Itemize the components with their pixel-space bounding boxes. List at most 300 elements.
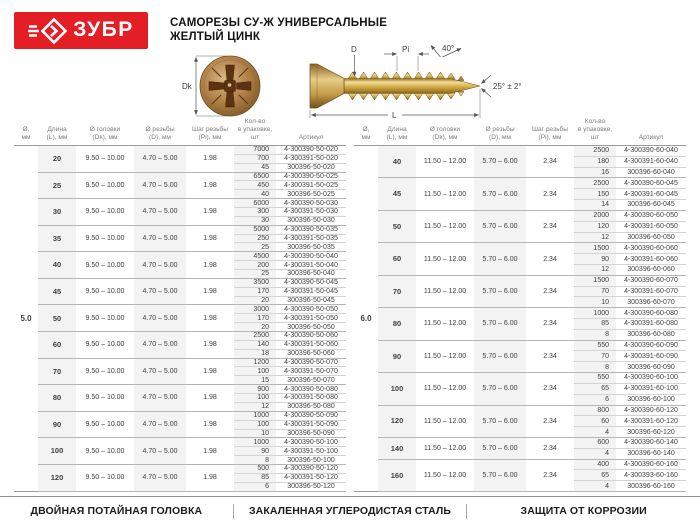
column-header: Ø, мм bbox=[354, 118, 378, 146]
thread-diameter-cell: 4.70 – 5.00 bbox=[134, 305, 186, 332]
length-cell: 80 bbox=[378, 308, 416, 340]
pack-quantity-cell: 15 bbox=[234, 376, 276, 385]
pack-quantity-cell: 10 bbox=[574, 297, 616, 308]
pack-quantity-cell: 100 bbox=[234, 420, 276, 429]
spec-table-diameter-5 bbox=[14, 118, 346, 492]
thread-pitch-cell: 1.98 bbox=[186, 385, 234, 412]
table-row bbox=[354, 437, 686, 448]
pack-quantity-cell: 2500 bbox=[574, 178, 616, 189]
table-row bbox=[354, 405, 686, 416]
column-header: Ø, мм bbox=[14, 118, 38, 146]
article-number-cell: 4-300391-50-025 bbox=[276, 181, 346, 190]
article-number-cell: 4-300390-60-090 bbox=[616, 340, 686, 351]
thread-pitch-cell: 1.98 bbox=[186, 225, 234, 252]
pack-quantity-cell: 60 bbox=[574, 416, 616, 427]
article-number-cell: 300396-60-090 bbox=[616, 362, 686, 373]
pack-quantity-cell: 1500 bbox=[574, 275, 616, 286]
article-number-cell: 4-300391-50-070 bbox=[276, 367, 346, 376]
head-diameter-cell: 9.50 – 10.00 bbox=[76, 278, 134, 305]
column-header: Ø резьбы (D), мм bbox=[474, 118, 526, 146]
pack-quantity-cell: 900 bbox=[234, 385, 276, 394]
pack-quantity-cell: 1000 bbox=[234, 438, 276, 447]
pack-quantity-cell: 2500 bbox=[234, 332, 276, 341]
length-cell: 120 bbox=[378, 405, 416, 437]
head-diameter-cell: 11.50 – 12.00 bbox=[416, 275, 474, 307]
head-diameter-cell: 9.50 – 10.00 bbox=[76, 305, 134, 332]
article-number-cell: 4-300390-50-120 bbox=[276, 464, 346, 473]
pack-quantity-cell: 5000 bbox=[234, 225, 276, 234]
article-number-cell: 4-300390-60-100 bbox=[616, 373, 686, 384]
article-number-cell: 300396-50-020 bbox=[276, 163, 346, 172]
thread-pitch-cell: 2.34 bbox=[526, 178, 574, 210]
article-number-cell: 300396-50-030 bbox=[276, 216, 346, 225]
pack-quantity-cell: 6000 bbox=[234, 199, 276, 208]
head-diameter-cell: 11.50 – 12.00 bbox=[416, 243, 474, 275]
pack-quantity-cell: 4500 bbox=[234, 252, 276, 261]
head-diameter-cell: 9.50 – 10.00 bbox=[76, 332, 134, 359]
pack-quantity-cell: 6500 bbox=[234, 172, 276, 181]
screw-diagram-svg bbox=[180, 42, 525, 124]
pi-label: Pi bbox=[402, 45, 410, 54]
thread-diameter-cell: 4.70 – 5.00 bbox=[134, 464, 186, 491]
table-row bbox=[14, 385, 346, 394]
length-cell: 50 bbox=[38, 305, 76, 332]
d-label: D bbox=[351, 45, 357, 54]
article-number-cell: 4-300390-60-120 bbox=[616, 405, 686, 416]
pack-quantity-cell: 1500 bbox=[574, 243, 616, 254]
article-number-cell: 300396-60-070 bbox=[616, 297, 686, 308]
thread-diameter-cell: 5.70 – 6.00 bbox=[474, 146, 526, 178]
screw-head-top-view bbox=[200, 56, 260, 116]
column-header: Ø головки (Dk), мм bbox=[76, 118, 134, 146]
article-number-cell: 4-300390-50-030 bbox=[276, 199, 346, 208]
feature-double-countersunk-head: ДВОЙНАЯ ПОТАЙНАЯ ГОЛОВКА bbox=[30, 505, 203, 517]
column-header: Артикул bbox=[616, 118, 686, 146]
pack-quantity-cell: 120 bbox=[574, 221, 616, 232]
length-cell: 160 bbox=[378, 459, 416, 491]
article-number-cell: 4-300390-50-020 bbox=[276, 146, 346, 155]
length-cell: 90 bbox=[378, 340, 416, 372]
pack-quantity-cell: 8 bbox=[574, 329, 616, 340]
head-diameter-cell: 9.50 – 10.00 bbox=[76, 358, 134, 385]
pack-quantity-cell: 8 bbox=[574, 362, 616, 373]
article-number-cell: 4-300391-50-090 bbox=[276, 420, 346, 429]
pack-quantity-cell: 140 bbox=[234, 340, 276, 349]
article-number-cell: 300396-50-090 bbox=[276, 429, 346, 438]
table-header-row bbox=[354, 118, 686, 146]
column-header: Шаг резьбы (Pi), мм bbox=[186, 118, 234, 146]
pack-quantity-cell: 4 bbox=[574, 427, 616, 438]
article-number-cell: 300396-60-050 bbox=[616, 232, 686, 243]
head-diameter-cell: 9.50 – 10.00 bbox=[76, 385, 134, 412]
thread-diameter-cell: 5.70 – 6.00 bbox=[474, 373, 526, 405]
article-number-cell: 300396-50-120 bbox=[276, 482, 346, 491]
thread-diameter-cell: 4.70 – 5.00 bbox=[134, 385, 186, 412]
head-diameter-cell: 11.50 – 12.00 bbox=[416, 210, 474, 242]
thread-pitch-cell: 2.34 bbox=[526, 210, 574, 242]
column-header: Шаг резьбы (Pi), мм bbox=[526, 118, 574, 146]
pack-quantity-cell: 20 bbox=[234, 323, 276, 332]
article-number-cell: 300396-50-045 bbox=[276, 296, 346, 305]
flank-angle-label: 40° bbox=[442, 44, 455, 53]
thread-pitch-cell: 1.98 bbox=[186, 199, 234, 226]
footer-features bbox=[0, 497, 700, 525]
article-number-cell: 4-300390-60-040 bbox=[616, 146, 686, 157]
zubr-logo bbox=[14, 12, 148, 49]
thread-pitch-cell: 1.98 bbox=[186, 358, 234, 385]
pack-quantity-cell: 12 bbox=[574, 232, 616, 243]
article-number-cell: 4-300390-60-140 bbox=[616, 437, 686, 448]
length-cell: 70 bbox=[38, 358, 76, 385]
length-cell: 60 bbox=[378, 243, 416, 275]
article-number-cell: 4-300393-60-160 bbox=[616, 470, 686, 481]
article-number-cell: 300396-50-080 bbox=[276, 402, 346, 411]
head-diameter-cell: 11.50 – 12.00 bbox=[416, 308, 474, 340]
thread-pitch-cell: 1.98 bbox=[186, 438, 234, 465]
article-number-cell: 300396-50-060 bbox=[276, 349, 346, 358]
pack-quantity-cell: 4 bbox=[574, 481, 616, 492]
pack-quantity-cell: 1000 bbox=[574, 308, 616, 319]
screw-technical-drawing bbox=[180, 42, 525, 124]
length-cell: 50 bbox=[378, 210, 416, 242]
table-row bbox=[14, 252, 346, 261]
article-number-cell: 300396-50-070 bbox=[276, 376, 346, 385]
thread-pitch-cell: 2.34 bbox=[526, 373, 574, 405]
head-diameter-cell: 9.50 – 10.00 bbox=[76, 252, 134, 279]
thread-pitch-cell: 1.98 bbox=[186, 172, 234, 199]
article-number-cell: 4-300390-50-045 bbox=[276, 278, 346, 287]
pack-quantity-cell: 2000 bbox=[574, 210, 616, 221]
spec-table-diameter-6 bbox=[354, 118, 686, 492]
diameter-cell: 6.0 bbox=[354, 146, 378, 492]
thread-diameter-cell: 4.70 – 5.00 bbox=[134, 172, 186, 199]
article-number-cell: 4-300391-60-040 bbox=[616, 156, 686, 167]
thread-diameter-cell: 4.70 – 5.00 bbox=[134, 199, 186, 226]
table-row bbox=[14, 225, 346, 234]
table-row bbox=[354, 243, 686, 254]
article-number-cell: 4-300390-50-070 bbox=[276, 358, 346, 367]
article-number-cell: 4-300391-60-080 bbox=[616, 319, 686, 330]
thread-pitch-cell: 2.34 bbox=[526, 340, 574, 372]
pack-quantity-cell: 90 bbox=[574, 254, 616, 265]
screw-side-view bbox=[310, 64, 480, 108]
article-number-cell: 300396-60-045 bbox=[616, 200, 686, 211]
length-cell: 25 bbox=[38, 172, 76, 199]
article-number-cell: 300396-60-080 bbox=[616, 329, 686, 340]
pack-quantity-cell: 6 bbox=[234, 482, 276, 491]
column-header: Ø резьбы (D), мм bbox=[134, 118, 186, 146]
thread-diameter-cell: 4.70 – 5.00 bbox=[134, 225, 186, 252]
pi-dimension bbox=[384, 54, 429, 71]
column-header: Длина (L), мм bbox=[38, 118, 76, 146]
length-cell: 120 bbox=[38, 464, 76, 491]
table-row bbox=[14, 172, 346, 181]
article-number-cell: 4-300391-50-120 bbox=[276, 473, 346, 482]
pack-quantity-cell: 1000 bbox=[234, 411, 276, 420]
pack-quantity-cell: 550 bbox=[574, 373, 616, 384]
article-number-cell: 4-300391-50-030 bbox=[276, 208, 346, 217]
pack-quantity-cell: 12 bbox=[574, 264, 616, 275]
article-number-cell: 4-300390-50-100 bbox=[276, 438, 346, 447]
table-row bbox=[14, 464, 346, 473]
tip-angle-lines bbox=[482, 75, 492, 97]
article-number-cell: 4-300390-50-060 bbox=[276, 332, 346, 341]
length-cell: 35 bbox=[38, 225, 76, 252]
pack-quantity-cell: 8 bbox=[234, 456, 276, 465]
pack-quantity-cell: 550 bbox=[574, 340, 616, 351]
head-diameter-cell: 9.50 – 10.00 bbox=[76, 438, 134, 465]
thread-diameter-cell: 5.70 – 6.00 bbox=[474, 340, 526, 372]
head-diameter-cell: 9.50 – 10.00 bbox=[76, 146, 134, 173]
table-row bbox=[14, 278, 346, 287]
pack-quantity-cell: 20 bbox=[234, 296, 276, 305]
pack-quantity-cell: 800 bbox=[574, 405, 616, 416]
article-number-cell: 4-300391-50-040 bbox=[276, 261, 346, 270]
title-line-2: ЖЕЛТЫЙ ЦИНК bbox=[170, 31, 261, 43]
tip-angle-label: 25° ± 2° bbox=[493, 82, 522, 91]
pack-quantity-cell: 10 bbox=[234, 429, 276, 438]
article-number-cell: 4-300391-50-020 bbox=[276, 154, 346, 163]
article-number-cell: 4-300391-60-120 bbox=[616, 416, 686, 427]
article-number-cell: 4-300391-60-070 bbox=[616, 286, 686, 297]
feature-corrosion-protection: ЗАЩИТА ОТ КОРРОЗИИ bbox=[520, 505, 647, 517]
pack-quantity-cell: 300 bbox=[234, 208, 276, 217]
head-diameter-cell: 9.50 – 10.00 bbox=[76, 225, 134, 252]
article-number-cell: 4-300390-50-080 bbox=[276, 385, 346, 394]
dk-label: Dk bbox=[182, 82, 192, 91]
pack-quantity-cell: 700 bbox=[234, 154, 276, 163]
article-number-cell: 4-300391-50-050 bbox=[276, 314, 346, 323]
article-number-cell: 4-300391-50-045 bbox=[276, 287, 346, 296]
article-number-cell: 4-300391-60-045 bbox=[616, 189, 686, 200]
head-diameter-cell: 11.50 – 12.00 bbox=[416, 459, 474, 491]
article-number-cell: 4-300390-60-050 bbox=[616, 210, 686, 221]
table-row bbox=[354, 308, 686, 319]
table-row bbox=[354, 340, 686, 351]
head-diameter-cell: 11.50 – 12.00 bbox=[416, 340, 474, 372]
article-number-cell: 300396-60-160 bbox=[616, 481, 686, 492]
length-cell: 100 bbox=[378, 373, 416, 405]
pack-quantity-cell: 40 bbox=[234, 190, 276, 199]
length-cell: 90 bbox=[38, 411, 76, 438]
length-cell: 45 bbox=[378, 178, 416, 210]
pack-quantity-cell: 4 bbox=[574, 448, 616, 459]
pack-quantity-cell: 65 bbox=[574, 470, 616, 481]
thread-diameter-cell: 5.70 – 6.00 bbox=[474, 308, 526, 340]
article-number-cell: 4-300390-60-160 bbox=[616, 459, 686, 470]
length-cell: 20 bbox=[38, 146, 76, 173]
article-number-cell: 4-300391-60-060 bbox=[616, 254, 686, 265]
thread-diameter-cell: 4.70 – 5.00 bbox=[134, 411, 186, 438]
thread-diameter-cell: 4.70 – 5.00 bbox=[134, 358, 186, 385]
thread-pitch-cell: 1.98 bbox=[186, 464, 234, 491]
column-header: Ø головки (Dk), мм bbox=[416, 118, 474, 146]
article-number-cell: 300396-60-140 bbox=[616, 448, 686, 459]
pack-quantity-cell: 200 bbox=[234, 261, 276, 270]
length-cell: 80 bbox=[38, 385, 76, 412]
article-number-cell: 4-300390-60-060 bbox=[616, 243, 686, 254]
thread-pitch-cell: 1.98 bbox=[186, 278, 234, 305]
column-header: Кол-во в упаковке, шт bbox=[574, 118, 616, 146]
pack-quantity-cell: 170 bbox=[234, 314, 276, 323]
length-cell: 40 bbox=[378, 146, 416, 178]
pack-quantity-cell: 16 bbox=[574, 167, 616, 178]
article-number-cell: 4-300390-60-080 bbox=[616, 308, 686, 319]
article-number-cell: 300396-50-040 bbox=[276, 270, 346, 279]
length-cell: 70 bbox=[378, 275, 416, 307]
pack-quantity-cell: 600 bbox=[574, 437, 616, 448]
article-number-cell: 300396-50-050 bbox=[276, 323, 346, 332]
article-number-cell: 4-300390-50-050 bbox=[276, 305, 346, 314]
thread-diameter-cell: 5.70 – 6.00 bbox=[474, 459, 526, 491]
table-row bbox=[14, 411, 346, 420]
article-number-cell: 4-300390-50-025 bbox=[276, 172, 346, 181]
head-diameter-cell: 9.50 – 10.00 bbox=[76, 172, 134, 199]
table-row bbox=[354, 373, 686, 384]
thread-pitch-cell: 2.34 bbox=[526, 243, 574, 275]
table-row bbox=[354, 146, 686, 157]
zubr-arrow-icon bbox=[28, 16, 68, 46]
pack-quantity-cell: 6 bbox=[574, 394, 616, 405]
length-cell: 40 bbox=[38, 252, 76, 279]
pack-quantity-cell: 3500 bbox=[234, 278, 276, 287]
logo-text: ЗУБР bbox=[73, 18, 134, 41]
head-diameter-cell: 11.50 – 12.00 bbox=[416, 146, 474, 178]
article-number-cell: 300396-60-040 bbox=[616, 167, 686, 178]
table-row bbox=[14, 332, 346, 341]
length-cell: 140 bbox=[378, 437, 416, 459]
table-row bbox=[14, 199, 346, 208]
table-row bbox=[354, 178, 686, 189]
article-number-cell: 4-300391-50-100 bbox=[276, 447, 346, 456]
article-number-cell: 4-300391-50-060 bbox=[276, 340, 346, 349]
article-number-cell: 300396-50-100 bbox=[276, 456, 346, 465]
article-number-cell: 4-300391-60-100 bbox=[616, 383, 686, 394]
head-diameter-cell: 9.50 – 10.00 bbox=[76, 411, 134, 438]
pack-quantity-cell: 400 bbox=[574, 459, 616, 470]
pack-quantity-cell: 7000 bbox=[234, 146, 276, 155]
article-number-cell: 4-300390-50-040 bbox=[276, 252, 346, 261]
page-title bbox=[170, 16, 387, 44]
pack-quantity-cell: 500 bbox=[234, 464, 276, 473]
length-cell: 30 bbox=[38, 199, 76, 226]
head-diameter-cell: 9.50 – 10.00 bbox=[76, 464, 134, 491]
pack-quantity-cell: 18 bbox=[234, 349, 276, 358]
head-diameter-cell: 11.50 – 12.00 bbox=[416, 405, 474, 437]
article-number-cell: 4-300391-50-035 bbox=[276, 234, 346, 243]
pack-quantity-cell: 100 bbox=[234, 367, 276, 376]
pack-quantity-cell: 150 bbox=[574, 189, 616, 200]
thread-diameter-cell: 5.70 – 6.00 bbox=[474, 437, 526, 459]
thread-diameter-cell: 5.70 – 6.00 bbox=[474, 275, 526, 307]
pack-quantity-cell: 70 bbox=[574, 351, 616, 362]
table-row bbox=[14, 358, 346, 367]
pack-quantity-cell: 45 bbox=[234, 163, 276, 172]
article-number-cell: 4-300391-50-080 bbox=[276, 394, 346, 403]
table-row bbox=[354, 459, 686, 470]
thread-diameter-cell: 5.70 – 6.00 bbox=[474, 178, 526, 210]
pack-quantity-cell: 85 bbox=[574, 319, 616, 330]
article-number-cell: 4-300391-60-050 bbox=[616, 221, 686, 232]
table-row bbox=[354, 275, 686, 286]
pack-quantity-cell: 180 bbox=[574, 156, 616, 167]
length-cell: 45 bbox=[38, 278, 76, 305]
title-line-1: САМОРЕЗЫ СУ-Ж УНИВЕРСАЛЬНЫЕ bbox=[170, 17, 388, 29]
pack-quantity-cell: 25 bbox=[234, 270, 276, 279]
article-number-cell: 4-300390-50-090 bbox=[276, 411, 346, 420]
head-diameter-cell: 11.50 – 12.00 bbox=[416, 373, 474, 405]
pack-quantity-cell: 2500 bbox=[574, 146, 616, 157]
article-number-cell: 300396-60-120 bbox=[616, 427, 686, 438]
column-header: Длина (L), мм bbox=[378, 118, 416, 146]
thread-diameter-cell: 4.70 – 5.00 bbox=[134, 438, 186, 465]
pack-quantity-cell: 170 bbox=[234, 287, 276, 296]
table-row bbox=[14, 305, 346, 314]
thread-diameter-cell: 5.70 – 6.00 bbox=[474, 405, 526, 437]
article-number-cell: 4-300390-60-045 bbox=[616, 178, 686, 189]
table-row bbox=[14, 438, 346, 447]
thread-pitch-cell: 1.98 bbox=[186, 146, 234, 173]
pack-quantity-cell: 65 bbox=[574, 383, 616, 394]
table-row bbox=[14, 146, 346, 155]
thread-pitch-cell: 1.98 bbox=[186, 305, 234, 332]
head-diameter-cell: 11.50 – 12.00 bbox=[416, 178, 474, 210]
length-cell: 100 bbox=[38, 438, 76, 465]
thread-diameter-cell: 4.70 – 5.00 bbox=[134, 146, 186, 173]
pack-quantity-cell: 450 bbox=[234, 181, 276, 190]
feature-hardened-carbon-steel: ЗАКАЛЕННАЯ УГЛЕРОДИСТАЯ СТАЛЬ bbox=[248, 505, 452, 517]
column-header: Кол-во в упаковке, шт bbox=[234, 118, 276, 146]
pack-quantity-cell: 30 bbox=[234, 216, 276, 225]
article-number-cell: 300396-60-100 bbox=[616, 394, 686, 405]
pack-quantity-cell: 90 bbox=[234, 447, 276, 456]
thread-pitch-cell: 2.34 bbox=[526, 405, 574, 437]
article-number-cell: 4-300390-50-035 bbox=[276, 225, 346, 234]
thread-diameter-cell: 5.70 – 6.00 bbox=[474, 210, 526, 242]
diameter-cell: 5.0 bbox=[14, 146, 38, 492]
article-number-cell: 300396-50-025 bbox=[276, 190, 346, 199]
thread-diameter-cell: 5.70 – 6.00 bbox=[474, 243, 526, 275]
pack-quantity-cell: 250 bbox=[234, 234, 276, 243]
pack-quantity-cell: 12 bbox=[234, 402, 276, 411]
pack-quantity-cell: 14 bbox=[574, 200, 616, 211]
length-cell: 60 bbox=[38, 332, 76, 359]
table-header-row bbox=[14, 118, 346, 146]
thread-pitch-cell: 1.98 bbox=[186, 332, 234, 359]
pack-quantity-cell: 25 bbox=[234, 243, 276, 252]
pack-quantity-cell: 100 bbox=[234, 394, 276, 403]
thread-pitch-cell: 2.34 bbox=[526, 437, 574, 459]
head-diameter-cell: 9.50 – 10.00 bbox=[76, 199, 134, 226]
l-label: L bbox=[392, 111, 397, 120]
thread-pitch-cell: 2.34 bbox=[526, 308, 574, 340]
thread-pitch-cell: 2.34 bbox=[526, 146, 574, 178]
thread-diameter-cell: 4.70 – 5.00 bbox=[134, 332, 186, 359]
thread-pitch-cell: 2.34 bbox=[526, 459, 574, 491]
thread-diameter-cell: 4.70 – 5.00 bbox=[134, 278, 186, 305]
article-number-cell: 4-300390-60-070 bbox=[616, 275, 686, 286]
pack-quantity-cell: 3000 bbox=[234, 305, 276, 314]
pack-quantity-cell: 70 bbox=[574, 286, 616, 297]
column-header: Артикул bbox=[276, 118, 346, 146]
article-number-cell: 300396-50-035 bbox=[276, 243, 346, 252]
table-row bbox=[354, 210, 686, 221]
pack-quantity-cell: 85 bbox=[234, 473, 276, 482]
thread-pitch-cell: 1.98 bbox=[186, 411, 234, 438]
article-number-cell: 4-300391-60-090 bbox=[616, 351, 686, 362]
thread-diameter-cell: 4.70 – 5.00 bbox=[134, 252, 186, 279]
article-number-cell: 300396-60-060 bbox=[616, 264, 686, 275]
